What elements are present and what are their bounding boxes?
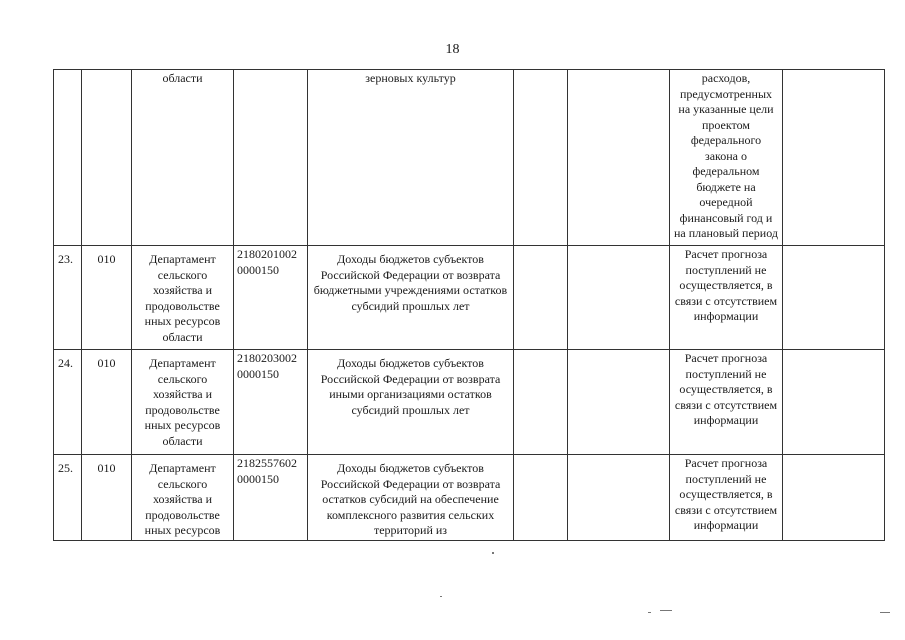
cell-num: 25. (54, 455, 82, 541)
table-row-23 (54, 246, 885, 350)
cell-empty (514, 70, 568, 246)
scan-speck (492, 552, 494, 554)
cell-kbk (234, 70, 308, 246)
description-text: зерновых культур (365, 71, 456, 85)
budget-revenue-table (53, 69, 885, 541)
cell-agency: Департамент сельского хозяйства и продовольстве нных ресурсов области (132, 350, 234, 455)
cell-agency (132, 70, 234, 246)
cell-note: Расчет прогноза поступлений не осуществляется, в связи с отсутствием информации (670, 246, 783, 350)
cell-num: 24. (54, 350, 82, 455)
cell-empty (568, 455, 670, 541)
table-row-24 (54, 350, 885, 455)
cell-code: 010 (82, 246, 132, 350)
cell-num: 23. (54, 246, 82, 350)
page-number: 18 (445, 42, 460, 57)
cell-empty (514, 455, 568, 541)
cell-empty (783, 350, 885, 455)
cell-empty (783, 455, 885, 541)
cell-note (670, 70, 783, 246)
note-text: расходов, предусмотренных на указанные цели проектом федерального закона о федеральном бюджете на очередной финансовый год и на плановый период (674, 71, 778, 240)
cell-empty (568, 70, 670, 246)
cell-empty (783, 70, 885, 246)
cell-description (308, 70, 514, 246)
cell-empty (514, 350, 568, 455)
cell-empty (783, 246, 885, 350)
cell-empty (568, 246, 670, 350)
table-row-continuation (54, 70, 885, 246)
scan-speck (880, 612, 890, 613)
cell-agency: Департамент сельского хозяйства и продовольстве нных ресурсов области (132, 246, 234, 350)
cell-kbk: 2180201002 0000150 (234, 246, 308, 350)
scan-speck (440, 596, 442, 597)
cell-note: Расчет прогноза поступлений не осуществляется, в связи с отсутствием информации (670, 350, 783, 455)
agency-text: области (162, 71, 203, 85)
cell-code: 010 (82, 350, 132, 455)
scan-speck (660, 610, 672, 611)
cell-empty (514, 246, 568, 350)
cell-code: 010 (82, 455, 132, 541)
cell-agency: Департамент сельского хозяйства и продовольстве нных ресурсов (132, 455, 234, 541)
cell-note: Расчет прогноза поступлений не осуществляется, в связи с отсутствием информации (670, 455, 783, 541)
cell-description: Доходы бюджетов субъектов Российской Федерации от возврата остатков субсидий на обеспечение комплексного развития сельских территорий из (308, 455, 514, 541)
cell-code (82, 70, 132, 246)
table-row-25 (54, 455, 885, 541)
cell-empty (568, 350, 670, 455)
cell-description: Доходы бюджетов субъектов Российской Федерации от возврата бюджетными учреждениями остатков субсидий прошлых лет (308, 246, 514, 350)
scan-speck (648, 612, 651, 613)
cell-kbk: 2182557602 0000150 (234, 455, 308, 541)
cell-num (54, 70, 82, 246)
cell-kbk: 2180203002 0000150 (234, 350, 308, 455)
cell-description: Доходы бюджетов субъектов Российской Федерации от возврата иными организациями остатков субсидий прошлых лет (308, 350, 514, 455)
